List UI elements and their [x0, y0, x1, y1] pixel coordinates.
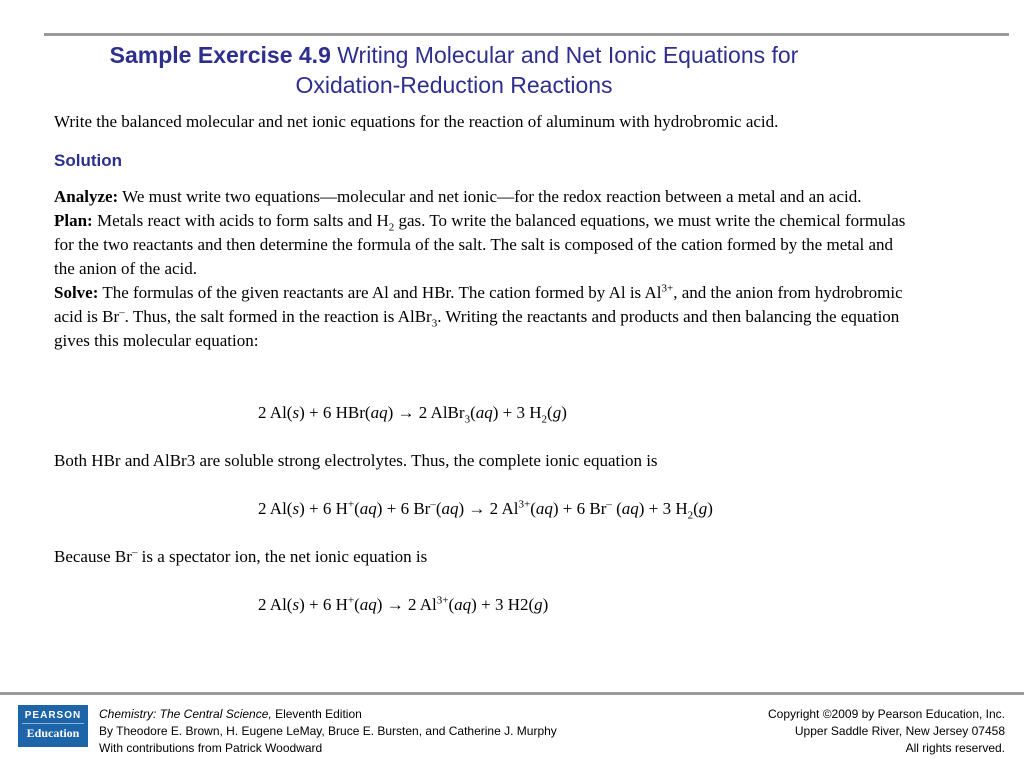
book-authors: By Theodore E. Brown, H. Eugene LeMay, Bruce E. Bursten, and Catherine J. Murphy	[99, 724, 557, 738]
footer-divider	[0, 692, 1024, 695]
title-lead: Sample Exercise 4.9	[109, 42, 331, 68]
state-symbol: aq	[621, 499, 639, 518]
copyright-line: Copyright ©2009 by Pearson Education, Inc.	[768, 707, 1005, 721]
footer-copyright	[768, 706, 1005, 757]
subscript: 3	[431, 317, 438, 330]
state-symbol: s	[292, 499, 300, 518]
publisher-location: Upper Saddle River, New Jersey 07458	[794, 724, 1005, 738]
state-symbol: aq	[475, 403, 493, 422]
because-text: Because Br	[54, 547, 132, 566]
solve-text: The formulas of the given reactants are Al and HBr. The cation formed by Al is Al	[102, 283, 662, 302]
logo-line2: Education	[26, 726, 80, 740]
plus: +	[386, 499, 397, 518]
plus: +	[648, 499, 659, 518]
logo-line1: PEARSON	[22, 710, 84, 724]
solve-label: Solve:	[54, 283, 99, 302]
state-symbol: g	[552, 403, 562, 422]
plan-paragraph	[54, 209, 914, 281]
because-line	[54, 545, 427, 569]
solution-body	[54, 185, 914, 353]
superscript: –	[119, 306, 125, 319]
superscript: 3+	[661, 282, 674, 295]
state-symbol: aq	[359, 499, 377, 518]
footer-book-info	[99, 706, 557, 757]
state-symbol: aq	[441, 499, 459, 518]
pearson-logo	[18, 705, 88, 747]
both-line: Both HBr and AlBr3 are soluble strong electrolytes. Thus, the complete ionic equation is	[54, 451, 658, 470]
solve-text: . Writing the reactants and products and then balancing the equation gives this molecular equation:	[54, 307, 900, 350]
solution-heading: Solution	[54, 151, 122, 170]
net-ionic-equation: 2 Al(s) + 6 H+(aq) → 2 $Al^{3+}(aq) + 3$ H2(g)	[258, 594, 549, 614]
because-text: is a spectator ion, the net ionic equation is	[141, 547, 428, 566]
book-contributions: With contributions from Patrick Woodward	[99, 741, 323, 755]
analyze-label: Analyze:	[54, 187, 119, 206]
complete-ionic-equation: 2 Al(s) + 6 H+(aq) + 6 Br–(aq) → 2 $Al^{3+}(aq) + 6$ Br– (aq) + 3 $H_2(g)$	[258, 498, 713, 522]
plus: +	[309, 499, 319, 518]
solve-paragraph	[54, 281, 914, 353]
analyze-text: We must write two equations—molecular and net ionic—for the redox reaction between a metal and an acid.	[122, 187, 862, 206]
analyze-paragraph	[54, 185, 914, 209]
state-symbol: g	[534, 595, 543, 614]
plus: +	[309, 595, 319, 614]
plan-text: Metals react with acids to form salts and H	[96, 211, 389, 230]
subscript: 3	[464, 413, 471, 426]
subscript: 2	[687, 509, 694, 522]
superscript: 3+	[518, 498, 531, 511]
state-symbol: aq	[359, 595, 377, 614]
state-symbol: s	[292, 595, 300, 614]
plus: +	[502, 403, 513, 422]
plus: +	[309, 403, 319, 422]
superscript: +	[347, 594, 355, 607]
state-symbol: s	[292, 403, 300, 422]
top-divider	[44, 33, 1009, 36]
rights-line: All rights reserved.	[905, 741, 1005, 755]
plan-label: Plan:	[54, 211, 93, 230]
superscript: +	[347, 498, 355, 511]
plus: +	[481, 595, 491, 614]
molecular-equation: 2 Al(s) + 6 HBr(aq) → 2 AlBr$_3$(aq) + 3 $H_2(g)$	[258, 403, 567, 426]
reaction-arrow: →	[468, 499, 486, 518]
problem-statement: Write the balanced molecular and net ionic equations for the reaction of aluminum with hydrobromic acid.	[54, 112, 779, 131]
subscript: 2	[388, 221, 395, 234]
plus: +	[562, 499, 573, 518]
title-line2: Oxidation-Reduction Reactions	[295, 72, 613, 98]
superscript: –	[430, 498, 436, 511]
state-symbol: g	[698, 499, 708, 518]
state-symbol: aq	[535, 499, 553, 518]
reaction-arrow: →	[386, 595, 404, 614]
subscript: 2	[541, 413, 548, 426]
plan-text: gas. To write the balanced equations, we must write the chemical formulas for the two reactants and then determine the formula of the salt. The salt is composed of the cation formed by the metal and the anion of the acid.	[54, 211, 906, 278]
reaction-arrow: →	[397, 403, 415, 422]
slide-title	[44, 40, 864, 100]
state-symbol: aq	[454, 595, 472, 614]
book-edition: Eleventh Edition	[275, 707, 362, 721]
superscript: 3+	[436, 594, 449, 607]
solve-text: . Thus, the salt formed in the reaction is AlBr	[124, 307, 432, 326]
solve-text: , and the anion from hydrobromic acid is Br	[54, 283, 903, 326]
state-symbol: aq	[370, 403, 388, 422]
superscript: –	[131, 546, 138, 559]
book-title: Chemistry: The Central Science,	[99, 707, 272, 721]
superscript: –	[606, 498, 612, 511]
title-rest: Writing Molecular and Net Ionic Equations for	[337, 42, 799, 68]
